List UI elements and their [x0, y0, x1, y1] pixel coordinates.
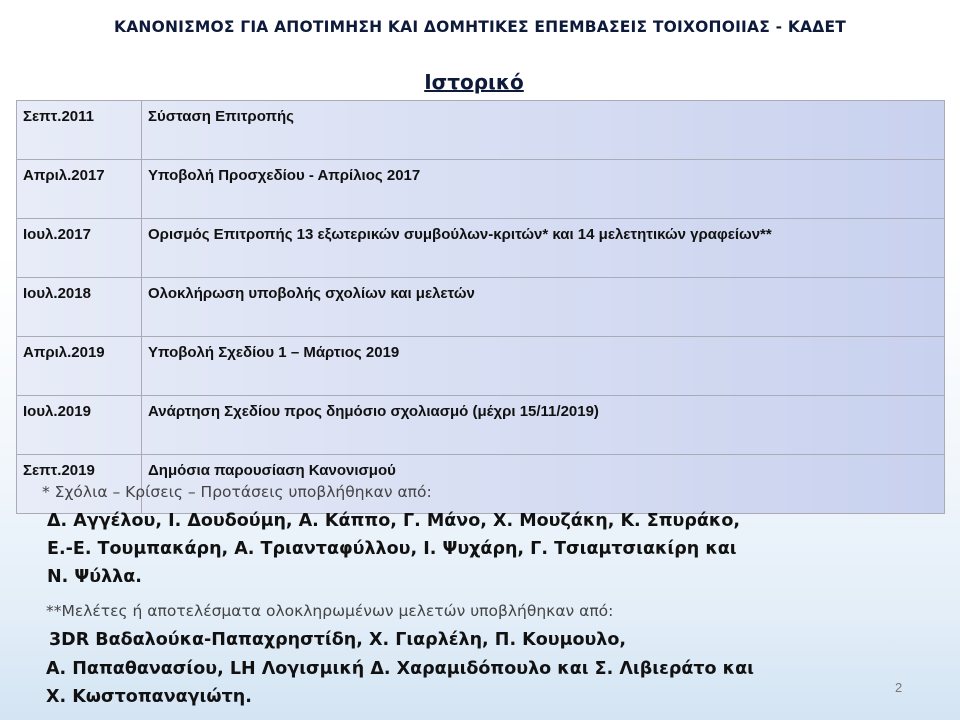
timeline-table: [16, 100, 945, 514]
event-cell: Ανάρτηση Σχεδίου προς δημόσιο σχολιασμό (μέχρι 15/11/2019): [142, 396, 945, 455]
table-row: [17, 278, 945, 337]
event-cell: Υποβολή Σχεδίου 1 – Μάρτιος 2019: [142, 337, 945, 396]
comments-names-line: Δ. Αγγέλου, Ι. Δουδούμη, Α. Κάππο, Γ. Μάνο, Χ. Μουζάκη, Κ. Σπυράκο,: [47, 511, 741, 531]
date-cell: Ιουλ.2017: [17, 219, 142, 278]
document-header: ΚΑΝΟΝΙΣΜΟΣ ΓΙΑ ΑΠΟΤΙΜΗΣΗ ΚΑΙ ΔΟΜΗΤΙΚΕΣ ΕΠΕΜΒΑΣΕΙΣ ΤΟΙΧΟΠΟΙΙΑΣ - ΚΑΔΕΤ: [113, 18, 846, 36]
comments-names-line: Ε.-Ε. Τουμπακάρη, Α. Τριανταφύλλου, Ι. Ψυχάρη, Γ. Τσιαμτσιακίρη και: [47, 539, 737, 559]
table-row: [17, 396, 945, 455]
comments-footnote-heading: * Σχόλια – Κρίσεις – Προτάσεις υποβλήθηκαν από:: [42, 483, 432, 501]
event-cell: Σύσταση Επιτροπής: [142, 101, 945, 160]
event-cell: Δημόσια παρουσίαση Κανονισμού: [142, 455, 945, 514]
studies-footnote-heading: **Μελέτες ή αποτελέσματα ολοκληρωμένων μελετών υποβλήθηκαν από:: [46, 602, 614, 620]
table-row: [17, 160, 945, 219]
studies-names-line: 3DR Βαδαλούκα-Παπαχρηστίδη, Χ. Γιαρλέλη, Π. Κουμουλο,: [49, 630, 627, 650]
studies-names-line: Α. Παπαθανασίου, LH Λογισμική Δ. Χαραμιδόπουλο και Σ. Λιβιεράτο και: [46, 659, 754, 679]
section-title: Ιστορικό: [424, 70, 524, 94]
table-row: [17, 101, 945, 160]
date-cell: Απριλ.2017: [17, 160, 142, 219]
date-cell: Ιουλ.2018: [17, 278, 142, 337]
event-cell: Υποβολή Προσχεδίου - Απρίλιος 2017: [142, 160, 945, 219]
table-row: [17, 337, 945, 396]
date-cell: Ιουλ.2019: [17, 396, 142, 455]
date-cell: Σεπτ.2019: [17, 455, 142, 514]
date-cell: Σεπτ.2011: [17, 101, 142, 160]
event-cell: Ολοκλήρωση υποβολής σχολίων και μελετών: [142, 278, 945, 337]
page-number: 2: [895, 680, 903, 695]
table-row: [17, 219, 945, 278]
date-cell: Απριλ.2019: [17, 337, 142, 396]
comments-names-line: Ν. Ψύλλα.: [47, 567, 142, 587]
studies-names-line: Χ. Κωστοπαναγιώτη.: [46, 687, 252, 707]
event-cell: Ορισμός Επιτροπής 13 εξωτερικών συμβούλων-κριτών* και 14 μελετητικών γραφείων**: [142, 219, 945, 278]
